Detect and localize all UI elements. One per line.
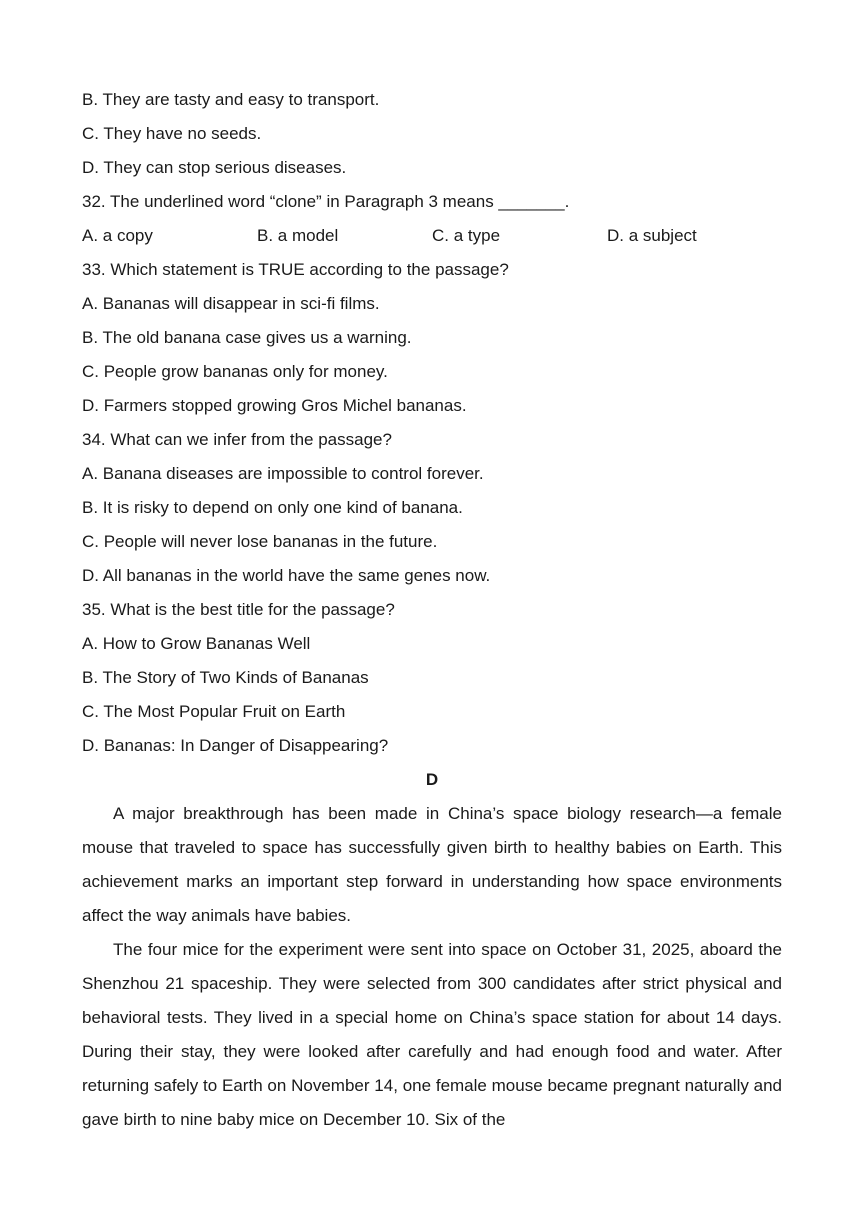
q33-option-a: A. Bananas will disappear in sci-fi films. [82, 294, 380, 313]
section-d-title: D [425, 770, 439, 789]
q31-option-c: C. They have no seeds. [82, 124, 262, 143]
q31-option-b: B. They are tasty and easy to transport. [82, 90, 380, 109]
q32-options [82, 219, 782, 253]
q33-option-c: C. People grow bananas only for money. [82, 362, 388, 381]
q32-stem: 32. The underlined word “clone” in Paragraph 3 means _______. [82, 192, 570, 211]
q35-option-a: A. How to Grow Bananas Well [82, 634, 311, 653]
q34-option-b: B. It is risky to depend on only one kind of banana. [82, 498, 463, 517]
q33-stem: 33. Which statement is TRUE according to the passage? [82, 260, 509, 279]
exam-page [82, 83, 782, 1137]
q32-option-a: A. a copy [82, 226, 153, 245]
q32-option-b: B. a model [257, 226, 339, 245]
q33-option-d: D. Farmers stopped growing Gros Michel bananas. [82, 396, 467, 415]
q32-option-d: D. a subject [607, 226, 697, 245]
q35-option-c: C. The Most Popular Fruit on Earth [82, 702, 346, 721]
q31-option-d: D. They can stop serious diseases. [82, 158, 347, 177]
q34-stem: 34. What can we infer from the passage? [82, 430, 392, 449]
q34-option-d: D. All bananas in the world have the same genes now. [82, 566, 491, 585]
q33-option-b: B. The old banana case gives us a warning. [82, 328, 412, 347]
q34-option-c: C. People will never lose bananas in the future. [82, 532, 438, 551]
section-d-paragraph-2: The four mice for the experiment were sent into space on October 31, 2025, aboard the Shenzhou 21 spaceship. They were selected from 300 candidates after strict physical and behavioral tests. They lived in a special home on China’s space station for about 14 days. During their stay, they were looked after carefully and had enough food and water. After returning safely to Earth on November 14, one female mouse became pregnant naturally and gave birth to nine baby mice on December 10. Six of the [82, 940, 782, 1129]
q34-option-a: A. Banana diseases are impossible to control forever. [82, 464, 484, 483]
q35-stem: 35. What is the best title for the passage? [82, 600, 395, 619]
q35-option-d: D. Bananas: In Danger of Disappearing? [82, 736, 389, 755]
q32-option-c: C. a type [432, 226, 501, 245]
section-d-paragraph-1: A major breakthrough has been made in China’s space biology research—a female mouse that traveled to space has successfully given birth to healthy babies on Earth. This achievement marks an important step forward in understanding how space environments affect the way animals have babies. [82, 804, 782, 925]
q35-option-b: B. The Story of Two Kinds of Bananas [82, 668, 369, 687]
